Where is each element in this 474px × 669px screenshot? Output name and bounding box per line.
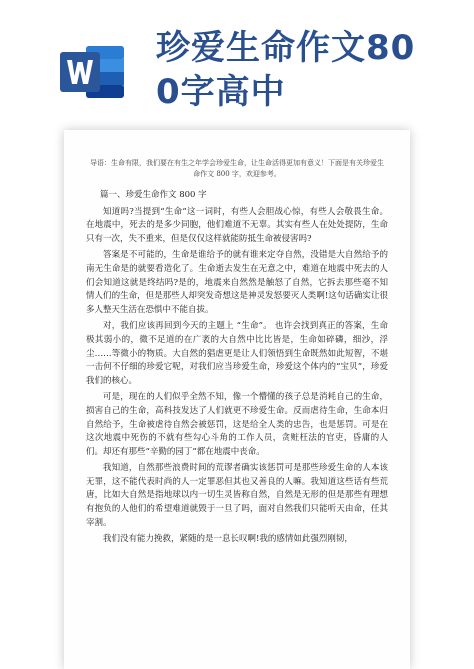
word-icon: [60, 40, 126, 104]
paragraph: 可是，现在的人们似乎全然不知，像一个懵懂的孩子总是消耗自己的生命，损害自己的生命，高科技发达了人们就更不珍爱生命。反而虐待生命，生命本归自然给予，生命被虐待自然会被惩罚，这是给全人类的忠告，也是惩罚。可是在这次地震中死伤的不就有些勾心斗角的工作人员，贪赃枉法的官吏，昏庸的人们。却还有那些“辛勤的园丁”都在地震中丧命。: [86, 392, 388, 457]
section-title: 篇一、珍爱生命作文 800 字: [100, 190, 207, 200]
paragraph: 我知道，自然那些浪费时间的荒谬者确实该惩罚可是那些珍爱生命的人本该无罪，这不能代表时尚的人一定罪恶但其也又善良的人嘛。我知道这些话有些荒唐，比如大自然是指地球以内一切生灵皆称自然，自然是无形的但是那些有理想有抱负的人他们的希望难道就毁于一旦了吗，面对自然我们只能听天由命，任其宰割。: [86, 463, 388, 528]
document-title: [156, 26, 456, 114]
intro-text: 导语：生命有限，我们要在有生之年学会珍爱生命，让生命活得更加有意义！下面是有关珍爱生命作文 800 字，欢迎参考。: [90, 159, 384, 178]
document-body: [86, 158, 388, 550]
title-line-2: 0字高中: [156, 72, 286, 112]
paragraph: 我们没有能力挽救，紧随的是一息长叹啊!我的感情如此强烈刚韧，: [103, 534, 353, 545]
header: [0, 0, 474, 120]
document-page: [64, 130, 410, 669]
title-line-1: 珍爱生命作文80: [156, 28, 416, 68]
paragraph: 答案是不可能的，生命是谁给予的就有谁来定夺自然，没错是大自然给予的南无生命是的就要看造化了。生命逝去发生在无意之中，难道在地震中死去的人们会知道这就是终结吗?是的，地震来自然然是触怒了自然，它拆去那些毫不知情人们的生命，但是那些人却突发奇想这是神灵发怒要灭人类啊!这句话确实让很多人整天生活在恐惧中不能自拔。: [86, 250, 388, 315]
paragraph: 知道吗?当提到“生命”这一词时，有些人会胆战心惊，有些人会敬畏生命。在地震中，死去的是多少同胞，他们难道不无辜。其实有些人在处处提防，生命只有一次，失不重来，但是仅仅这样就能防抵生命被侵害吗?: [86, 206, 388, 244]
paragraph: 对，我们应该再回到今天的主题上 “生命”。 也许会找到真正的答案，生命极其弱小的，微不足道的在广袤的大自然中比比皆是，生命如碎磷，细沙，浮尘……等微小的物质。大自然的猖虐更是让人们领悟到生命既然如此短智，不堪一击何不仔细的珍爱它呢，对我们应当珍爱生命，珍爱这个体内的“宝贝”，珍爱我们的核心。: [86, 321, 388, 386]
